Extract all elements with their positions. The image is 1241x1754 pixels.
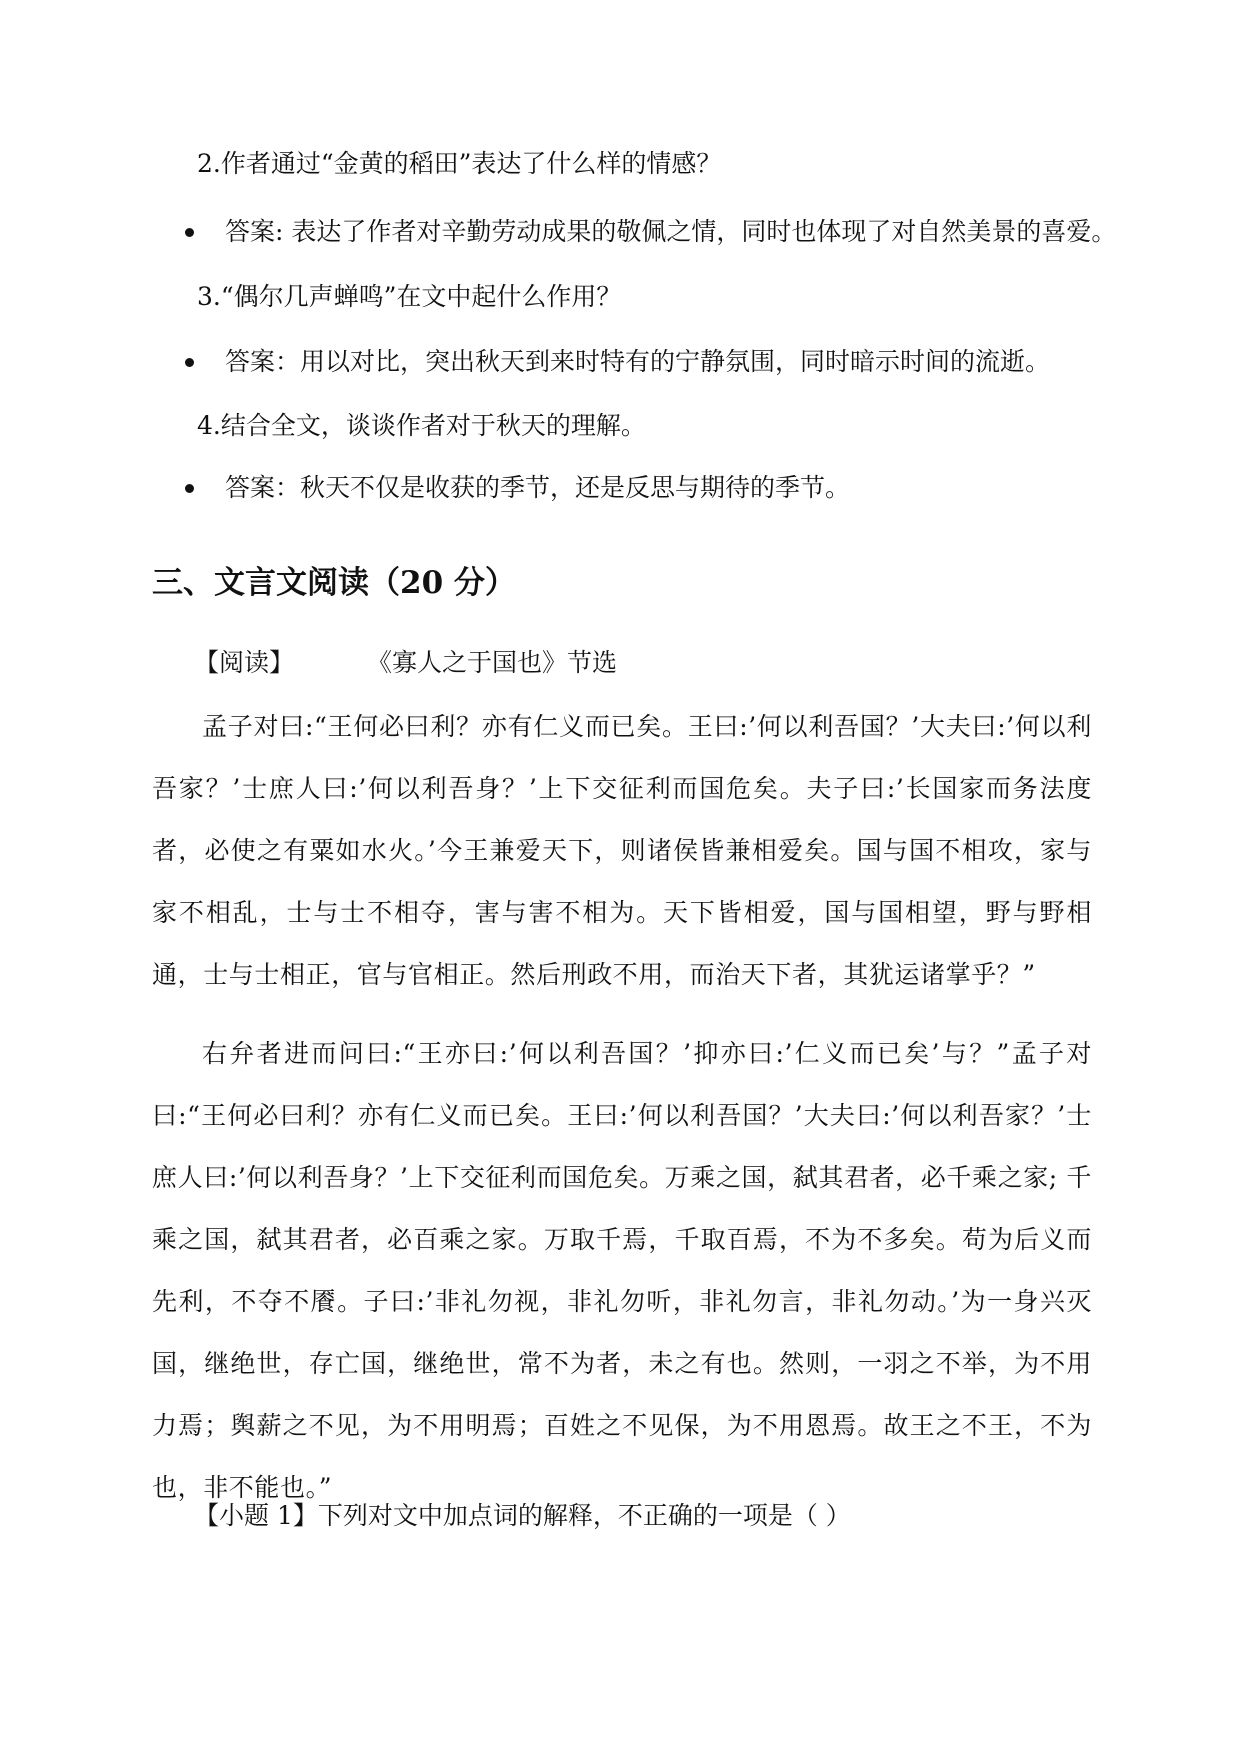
answer-3: 答案：用以对比，突出秋天到来时特有的宁静氛围，同时暗示时间的流逝。 [225, 347, 1051, 376]
bullet-icon [185, 484, 194, 493]
section-heading: 三、文言文阅读（20 分） [152, 565, 516, 601]
passage-paragraph-2: 右弁者进而问曰:“王亦曰:’何以利吾国？’抑亦曰:’仁义而已矣’与？”孟子对曰:“王何必曰利？亦有仁义而已矣。王曰:’何以利吾国？’大夫曰:’何以利吾家？’士庶人曰:’何以利吾身？’上下交征利而国危矣。万乘之国，弑其君者，必千乘之家; 千乘之国，弑其君者，必百乘之家。万取千焉，千取百焉，不为不多矣。苟为后义而先利，不夺不餍。子曰:’非礼勿视，非礼勿听，非礼勿言，非礼勿动。’为一身兴灭国，继绝世，存亡国，继绝世，常不为者，未之有也。然则，一羽之不举，为不用力焉；舆薪之不见，为不用明焉；百姓之不见保，为不用恩焉。故王之不王，不为也，非不能也。” [152, 1039, 1092, 1502]
passage-paragraph-1: 孟子对曰:“王何必曰利？亦有仁义而已矣。王曰:’何以利吾国？’大夫曰:’何以利吾家？’士庶人曰:’何以利吾身？’上下交征利而国危矣。夫子曰:’长国家而务法度者，必使之有粟如水火。’今王兼爱天下，则诸侯皆兼相爱矣。国与国不相攻，家与家不相乱，士与士不相夺，害与害不相为。天下皆相爱，国与国相望，野与野相通，士与士相正，官与官相正。然后刑政不用，而治天下者，其犹运诸掌乎？” [152, 712, 1092, 989]
question-4: 4.结合全文，谈谈作者对于秋天的理解。 [197, 411, 646, 440]
question-3: 3.“偶尔几声蝉鸣”在文中起什么作用？ [197, 282, 622, 311]
reading-label: 【阅读】 [194, 648, 295, 677]
sub-question-1: 【小题 1】下列对文中加点词的解释，不正确的一项是（ ） [194, 1501, 851, 1530]
reading-title: 《寡人之于国也》节选 [367, 648, 618, 677]
answer-4: 答案：秋天不仅是收获的季节，还是反思与期待的季节。 [225, 473, 851, 502]
answer-2: 答案: 表达了作者对辛勤劳动成果的敬佩之情，同时也体现了对自然美景的喜爱。 [225, 217, 1117, 246]
bullet-icon [185, 358, 194, 367]
bullet-icon [185, 228, 194, 237]
question-2: 2.作者通过“金黄的稻田”表达了什么样的情感？ [197, 149, 722, 178]
